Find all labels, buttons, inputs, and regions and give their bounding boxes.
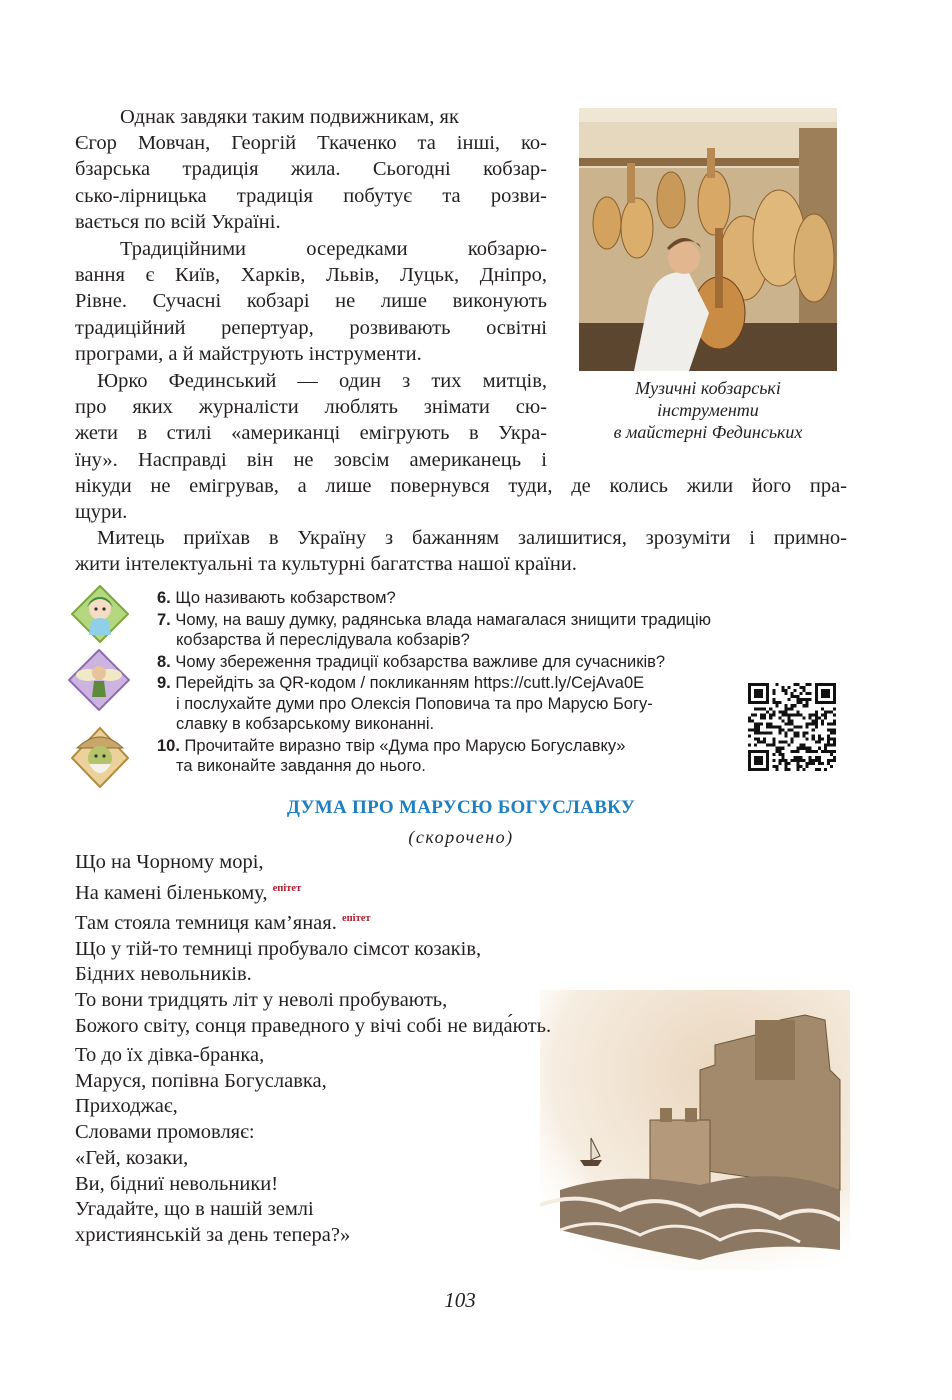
poem-line: Бідних невольників. [75, 963, 252, 986]
poem-line: То до їх дівка-бранка, [75, 1044, 265, 1066]
poem-line: То вони тридцять літ у неволі пробувають, [75, 989, 448, 1012]
text-line: вання є Київ, Харків, Львів, Луцьк, Дніпро, [75, 264, 547, 287]
question-text: Чому збереження традиції кобзарства важливе для сучасників? [175, 652, 666, 671]
poem-line: Угадайте, що в нашій землі [75, 1198, 314, 1221]
page-number: 103 [444, 1288, 476, 1312]
text-line: Юрко Фединський — один з тих митців, [97, 370, 547, 392]
text-line: Єгор Мовчан, Георгій Ткаченко та інші, ко- [75, 132, 547, 155]
text-line: жити інтелектуальні та культурні багатства нашої країни. [75, 553, 577, 576]
poem-line: християнській за день тепера?» [75, 1223, 351, 1246]
text-line: їну». Насправді він не зовсім американець і [75, 448, 547, 471]
text-line: Однак завдяки таким подвижникам, як [120, 106, 459, 128]
text-line: вається по всій Україні. [75, 210, 281, 233]
epithet-tag: епітет [272, 882, 302, 894]
text-line: щури. [75, 501, 128, 524]
duma-stanza-2 [75, 1043, 535, 1249]
question-text: Прочитайте виразно твір «Дума про Марусю Богуславку» [184, 736, 626, 755]
question-text: Що називають кобзарством? [175, 589, 396, 607]
duma-title: ДУМА ПРО МАРУСЮ БОГУСЛАВКУ [286, 797, 636, 818]
fedynsky-paragraph [75, 368, 547, 473]
question-text: і послухайте думи про Олексія Поповича та про Марусю Богу- [176, 694, 653, 713]
question-number: 9. [157, 674, 171, 692]
text-line: бзарська традиція жила. Сьогодні кобзар- [75, 158, 547, 181]
qr-code[interactable] [748, 683, 836, 771]
caption-line: Музичні кобзарські [635, 378, 781, 398]
duma-subtitle: (скорочено) [408, 827, 514, 847]
text-line: сько-лірницька традиція побутує та розви- [75, 184, 547, 207]
text-line: Традиційними осередками кобзарю- [120, 238, 547, 260]
question-number: 6. [157, 589, 171, 607]
text-line: програми, а й майструють інструменти. [75, 342, 422, 365]
photo-illustration [579, 108, 837, 371]
photo-caption [575, 377, 841, 443]
duma-stanza-1 [75, 850, 775, 1040]
fedynsky-paragraph-continued [75, 473, 847, 525]
caption-line: в майстерні Фединських [613, 422, 803, 442]
questions-list [157, 588, 757, 777]
text-line: нікуди не емігрував, а лише повернувся туди, де колись жили його пра- [75, 475, 847, 497]
kobza-workshop-photo [579, 108, 837, 371]
question-item [157, 652, 757, 673]
poem-line: Приходжає, [75, 1095, 178, 1118]
poem-line: Ви, бідниї невольники! [75, 1172, 279, 1195]
text-line: про яких журналісти люблять знімати сю- [75, 396, 547, 419]
centers-paragraph [75, 236, 547, 367]
question-text: славку в кобзарському виконанні. [176, 715, 435, 733]
question-number: 8. [157, 652, 171, 671]
caption-line: інструменти [657, 400, 759, 420]
epithet-tag: епітет [341, 913, 371, 925]
poem-line: «Гей, козаки, [75, 1146, 189, 1169]
question-item [157, 673, 757, 735]
question-item [157, 610, 757, 651]
artist-paragraph [75, 525, 847, 577]
poem-line: Що на Чорному морі, [75, 851, 264, 873]
girl-mascot-icon [71, 585, 129, 643]
question-item [157, 588, 757, 609]
poem-line: Там стояла темниця кам’яная. $^{епітет}$ [75, 912, 371, 935]
question-item [157, 736, 757, 777]
poem-line: На камені біленькому, $^{епітет}$ [75, 881, 302, 904]
poem-line: Словами промовляє: [75, 1121, 255, 1144]
question-link-text[interactable]: Перейдіть за QR-кодом / покликанням https://cutt.ly/CejAva0E [175, 674, 645, 692]
text-line: традиційний репертуар, розвивають освітні [75, 316, 547, 339]
text-line: жети в стилі «американці емігрують в Укра- [75, 422, 547, 445]
question-text: кобзарства й переслідувала кобзарів? [176, 631, 470, 649]
fairy-mascot-icon [68, 649, 130, 711]
poem-line: Божого світу, сонця праведного у вічі собі не вида́ють. [75, 1014, 552, 1037]
text-line: Рівне. Сучасні кобзарі не лише виконують [75, 290, 547, 313]
intro-paragraph [75, 104, 547, 235]
old-man-mascot-icon [71, 724, 129, 788]
poem-line: Що у тій-то темниці пробувало сімсот козаків, [75, 937, 482, 960]
poem-line: Маруся, попівна Богуславка, [75, 1069, 327, 1092]
question-number: 7. [157, 610, 171, 629]
question-text: Чому, на вашу думку, радянська влада намагалася знищити традицію [175, 610, 712, 629]
question-text: та виконайте завдання до нього. [176, 757, 426, 775]
question-number: 10. [157, 736, 180, 755]
text-line: Митець приїхав в Україну з бажанням залишитися, зрозуміти і примно- [97, 527, 847, 549]
